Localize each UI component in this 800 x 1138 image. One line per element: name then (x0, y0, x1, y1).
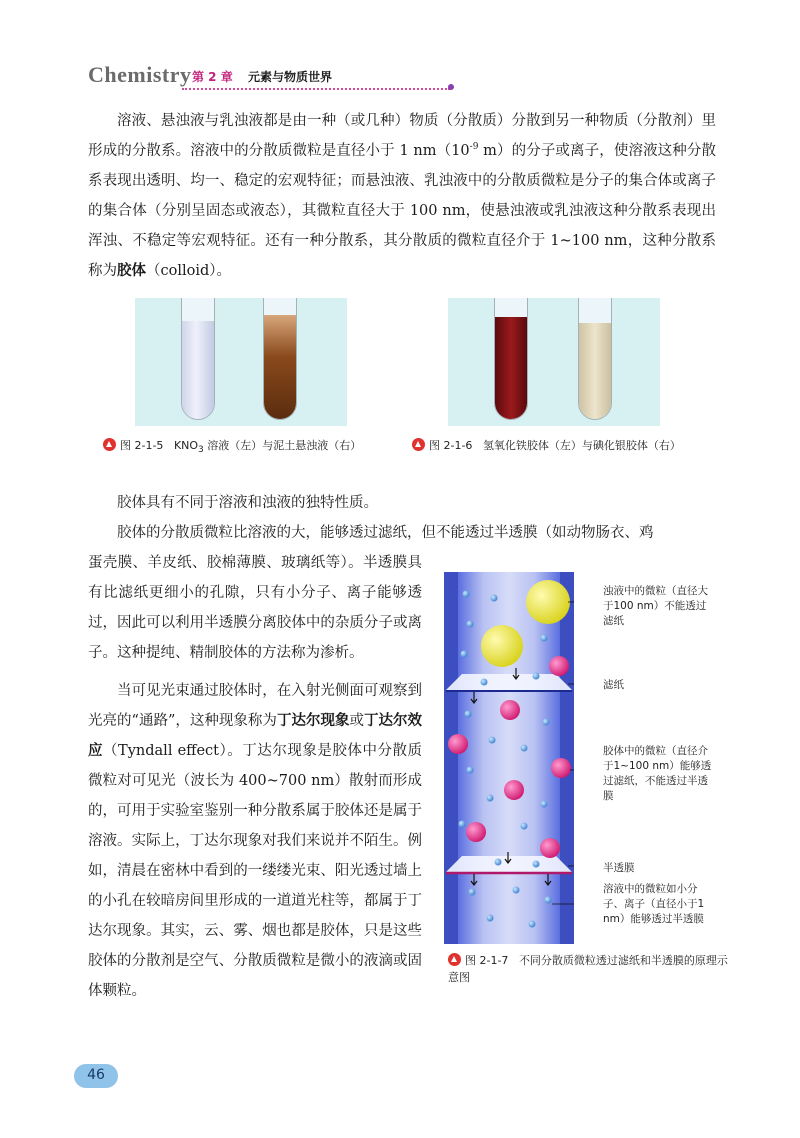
header-dotted-rule (182, 88, 450, 90)
header-dot (448, 84, 454, 90)
fig2-label: 图 2-1-6 (429, 439, 473, 452)
running-header (88, 62, 728, 92)
p4-text-mid: 或 (349, 713, 364, 729)
filter-paper (446, 674, 572, 690)
page-number: 46 (87, 1067, 105, 1083)
label-solution-particles: 溶液中的微粒如小分子、离子（直径小于1 nm）能够透过半透膜 (603, 883, 705, 925)
chapter-title: 元素与物质世界 (248, 70, 333, 84)
fig2-caption: 氢氧化铁胶体（左）与碘化银胶体（右） (482, 439, 681, 452)
page-number-badge (74, 1064, 118, 1088)
label-turbid-particles: 浊液中的微粒（直径大于100 nm）不能透过滤纸 (603, 585, 708, 627)
triangle-marker-icon (448, 953, 461, 966)
label-colloid-particles: 胶体中的微粒（直径介于1~100 nm）能够透过滤纸，不能透过半透膜 (603, 745, 712, 802)
colloid-particle (448, 734, 468, 754)
fig1-caption-a: KNO (173, 439, 199, 452)
mud-suspension (264, 315, 296, 419)
caption-fig-2-1-6 (412, 437, 681, 453)
semipermeable-membrane (446, 856, 572, 872)
colloid-particle (500, 700, 520, 720)
feoh3-colloid (495, 317, 527, 419)
fig1-caption-sub: 3 (198, 445, 204, 456)
photo-kno3-and-mud (135, 298, 347, 426)
p4-text-b: （Tyndall effect）。丁达尔现象是胶体中分散质微粒对可见光（波长为 400~700 nm）散射而形成的，可用于实验室鉴别一种分散系属于胶体还是属于溶液。实际上，丁达尔现象对我们来说并不陌生。例如，清晨在密林中看到的一缕缕光束、阳光透过墙上的小孔在较暗房间里形成的一道道光柱等，都属于丁达尔现象。其实，云、雾、烟也都是胶体，只是这些胶体的分散剂是空气、分散质微粒是微小的液滴或固体颗粒。 (88, 743, 422, 999)
paragraph-tyndall-effect (88, 676, 422, 1006)
test-tube-agi (578, 298, 612, 420)
chapter-number: 第 2 章 (192, 70, 233, 84)
p1-text-c: （colloid）。 (146, 263, 232, 279)
term-colloid: 胶体 (117, 263, 146, 279)
caption-fig-2-1-5 (103, 437, 362, 456)
fig1-label: 图 2-1-5 (120, 439, 164, 452)
large-particle (526, 580, 570, 624)
colloid-particle (466, 822, 486, 842)
photo-feoh3-and-agi-colloids (448, 298, 660, 426)
p1-exponent: -9 (469, 142, 479, 153)
p1-text-a: 溶液、悬浊液与乳浊液都是由一种（或几种）物质（分散质）分散到另一种物质（分散剂）里形成的分散系。溶液中的分散质微粒是直径小于 1 nm（10 (88, 113, 716, 159)
book-brand: Chemistry (88, 62, 192, 87)
label-filter-paper: 滤纸 (603, 679, 624, 691)
triangle-marker-icon (412, 438, 425, 451)
caption-fig-2-1-7 (448, 952, 728, 986)
fig3-label: 图 2-1-7 (465, 954, 509, 967)
label-semipermeable-membrane: 半透膜 (603, 862, 635, 874)
paragraph-dialysis-line1: 胶体的分散质微粒比溶液的大，能够透过滤纸，但不能透过半透膜（如动物肠衣、鸡 (117, 525, 654, 541)
fig1-caption-b: 溶液（左）与泥土悬浊液（右） (203, 439, 362, 452)
test-tube-feoh3 (494, 298, 528, 420)
colloid-particle (540, 838, 560, 858)
paragraph-dispersion-systems (88, 106, 716, 286)
colloid-particle (551, 758, 571, 778)
paragraph-colloid-properties: 胶体具有不同于溶液和浊液的独特性质。 (117, 495, 378, 511)
paragraph-dialysis: 蛋壳膜、羊皮纸、胶棉薄膜、玻璃纸等）。半透膜具有比滤纸更细小的孔隙，只有小分子、离子能够透过，因此可以利用半透膜分离胶体中的杂质分子或离子。这种提纯、精制胶体的方法称为渗析。 (88, 555, 422, 661)
large-particle (481, 625, 523, 667)
colloid-particle (504, 780, 524, 800)
p1-text-b: m）的分子或离子，使溶液这种分散系表现出透明、均一、稳定的宏观特征；而悬浊液、乳浊液中的分散质微粒是分子的集合体或离子的集合体（分别呈固态或液态），其微粒直径大于 100 nm，使悬浊液或乳浊液这种分散系表现出浑浊、不稳定等宏观特征。还有一种分散系，其分散质的微粒直径介于 1~100 nm，这种分散系称为 (88, 143, 717, 279)
term-tyndall-phenomenon: 丁达尔现象 (276, 713, 350, 729)
agi-colloid (579, 323, 611, 419)
fig3-caption: 不同分散质微粒透过滤纸和半透膜的原理示意图 (448, 954, 728, 984)
kno3-solution (182, 321, 214, 419)
p4-text-a: 当可见光束通过胶体时，在入射光侧面可观察到光亮的“通路”，这种现象称为 (88, 683, 422, 729)
term-tyndall-effect: 丁达尔效应 (88, 713, 423, 759)
colloid-particle (549, 656, 569, 676)
triangle-marker-icon (103, 438, 116, 451)
filtration-dialysis-diagram (444, 572, 574, 944)
test-tube-kno3 (181, 298, 215, 420)
test-tube-mud (263, 298, 297, 420)
